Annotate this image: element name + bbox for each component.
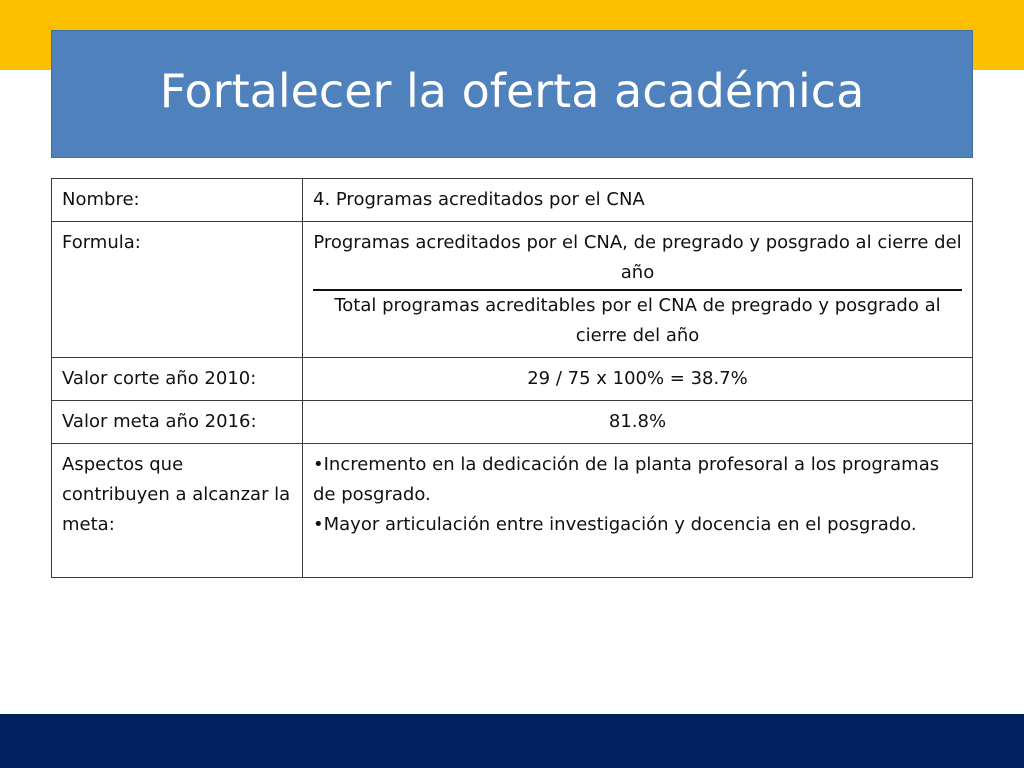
- indicator-table: [51, 178, 973, 578]
- formula-denominator: Total programas acreditables por el CNA de pregrado y posgrado al cierre del año: [334, 295, 941, 346]
- table-row-formula: [52, 222, 973, 358]
- bottom-accent-band: [0, 714, 1024, 768]
- meta-label: Valor meta año 2016:: [52, 401, 303, 444]
- nombre-label: Nombre:: [52, 179, 303, 222]
- aspectos-list: [313, 450, 962, 540]
- table-row-meta: [52, 401, 973, 444]
- formula-label: Formula:: [52, 222, 303, 358]
- aspectos-label: Aspectos que contribuyen a alcanzar la meta:: [52, 444, 303, 578]
- list-item: •Incremento en la dedicación de la planta profesoral a los programas de posgrado.: [313, 454, 940, 505]
- table-row-aspectos: [52, 444, 973, 578]
- nombre-value: 4. Programas acreditados por el CNA: [303, 179, 973, 222]
- aspectos-cell: [303, 444, 973, 578]
- table-row-corte: [52, 358, 973, 401]
- formula-cell: [303, 222, 973, 358]
- meta-value: 81.8%: [303, 401, 973, 444]
- formula-numerator: Programas acreditados por el CNA, de pregrado y posgrado al cierre del año: [313, 232, 962, 283]
- title-banner: [51, 30, 973, 158]
- slide-title: Fortalecer la oferta académica: [159, 64, 865, 118]
- corte-value: 29 / 75 x 100% = 38.7%: [303, 358, 973, 401]
- corte-label: Valor corte año 2010:: [52, 358, 303, 401]
- list-item: •Mayor articulación entre investigación y docencia en el posgrado.: [313, 514, 917, 535]
- table-row-nombre: [52, 179, 973, 222]
- formula-fraction: [313, 228, 962, 351]
